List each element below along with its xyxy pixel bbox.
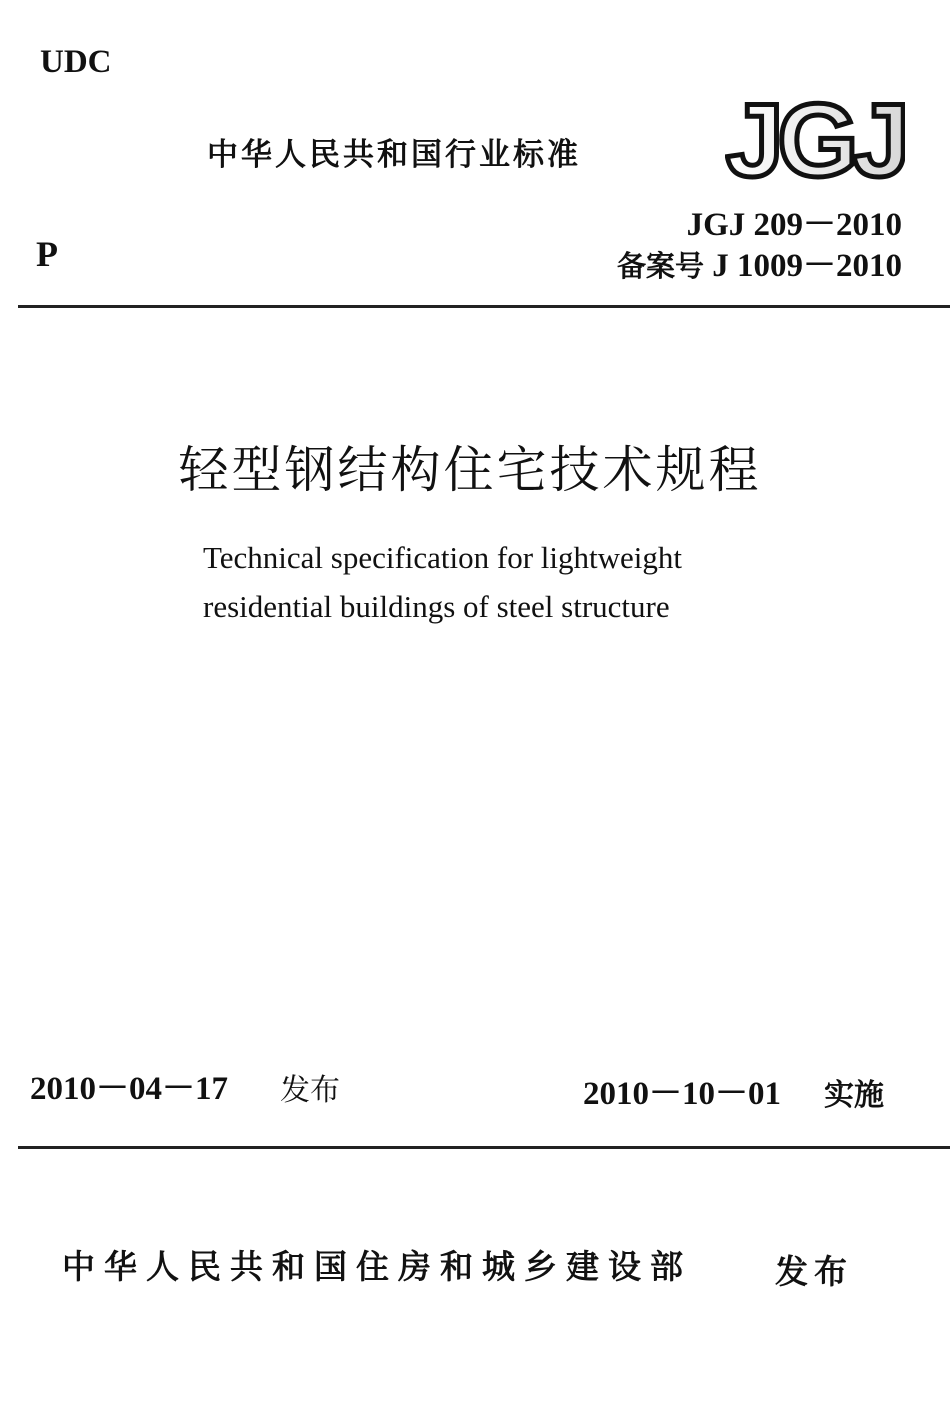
english-title-line-1: Technical specification for lightweight	[203, 540, 683, 575]
document-title-chinese: 轻型钢结构住宅技术规程	[178, 441, 762, 499]
record-prefix: 备案号	[616, 249, 704, 283]
standard-number: JGJ 209－2010	[686, 207, 902, 243]
document-title-english	[203, 533, 763, 631]
implementation-label: 实施	[824, 1078, 884, 1113]
implementation-date: 2010－10－01	[583, 1076, 781, 1112]
publisher-label: 发布	[775, 1252, 853, 1291]
record-value: J 1009－2010	[704, 248, 902, 284]
jgj-logo	[725, 88, 905, 184]
bottom-divider	[18, 1146, 950, 1149]
issue-label: 发布	[280, 1073, 340, 1108]
udc-label: UDC	[40, 44, 112, 80]
issue-date: 2010－04－17	[30, 1071, 228, 1107]
classification-letter: P	[36, 234, 58, 274]
logo-lettering: JGJ	[725, 88, 905, 184]
standard-type-heading: 中华人民共和国行业标准	[207, 137, 581, 173]
publisher-name: 中华人民共和国住房和城乡建设部	[62, 1247, 692, 1286]
english-title-line-2: residential buildings of steel structure	[203, 589, 670, 624]
record-number	[617, 250, 902, 283]
top-divider	[18, 305, 950, 308]
